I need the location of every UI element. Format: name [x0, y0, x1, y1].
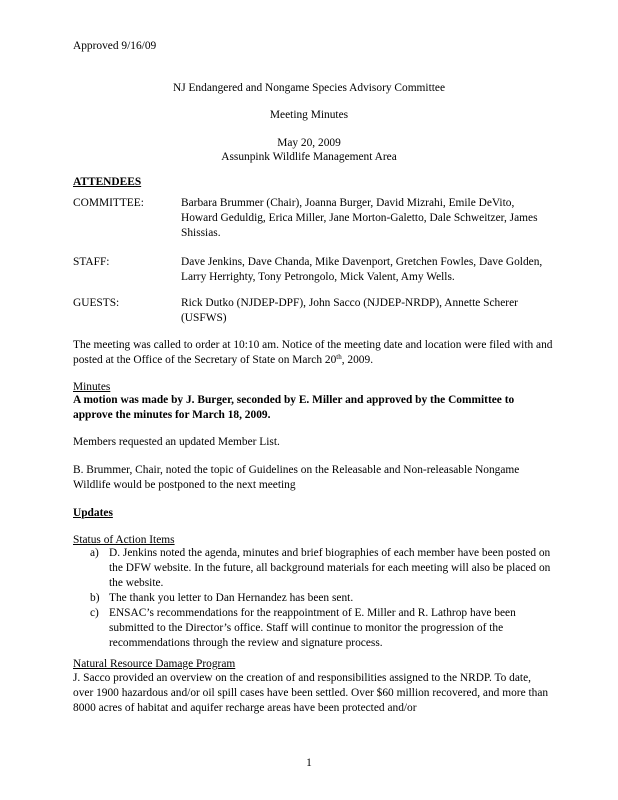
nrdp-heading: Natural Resource Damage Program: [73, 658, 236, 670]
minutes-motion: A motion was made by J. Burger, seconded by E. Miller and approved by the Committee to approve the minutes for March 18, 2009.: [73, 394, 515, 421]
guidelines-note: B. Brummer, Chair, noted the topic of Guidelines on the Releasable and Non-releasable Nongame Wildlife would be postponed to the next meeting: [73, 464, 520, 491]
attendee-label: GUESTS:: [73, 297, 120, 309]
committee-name: NJ Endangered and Nongame Species Advisory Committee: [172, 82, 446, 94]
list-item: [73, 546, 553, 591]
approval-note: Approved 9/16/09: [73, 40, 157, 52]
updates-heading: Updates: [73, 507, 113, 519]
opening-text-end: , 2009.: [341, 354, 374, 366]
attendee-names: Rick Dutko (NJDEP-DPF), John Sacco (NJDEP-NRDP), Annette Scherer (USFWS): [181, 297, 518, 324]
minutes-heading: Minutes: [73, 381, 111, 393]
attendee-label: COMMITTEE:: [73, 197, 144, 209]
list-item: [73, 591, 553, 606]
list-item-text: The thank you letter to Dan Hernandez has been sent.: [109, 592, 354, 604]
list-marker: a): [90, 547, 99, 559]
member-list-request: Members requested an updated Member List.: [73, 436, 280, 448]
opening-paragraph: [73, 338, 553, 368]
page-number: 1: [306, 757, 312, 769]
list-item-text: ENSAC’s recommendations for the reappointment of E. Miller and R. Lathrop have been submitted to the Director’s office. Staff will continue to monitor the progression of the recommendations through the review and signature process.: [109, 607, 516, 649]
attendee-names: Barbara Brummer (Chair), Joanna Burger, David Mizrahi, Emile DeVito, Howard Geduldig, Erica Miller, Jane Morton-Galetto, Dale Schweitzer, James Shissias.: [181, 197, 538, 239]
nrdp-paragraph: J. Sacco provided an overview on the creation of and responsibilities assigned to the NRDP. To date, over 1900 hazardous and/or oil spill cases have been settled. Over $60 million recovered, and more than 8000 acres of habitat and aquifer recharge areas have been protected and/or: [73, 672, 549, 714]
attendees-heading: ATTENDEES: [73, 176, 142, 188]
action-items-list: [73, 546, 553, 651]
document-type: Meeting Minutes: [269, 109, 349, 121]
meeting-date: May 20, 2009: [277, 137, 341, 149]
list-marker: b): [90, 592, 100, 604]
ordinal-suffix: th: [336, 353, 342, 361]
status-heading: Status of Action Items: [73, 534, 175, 546]
attendee-names: Dave Jenkins, Dave Chanda, Mike Davenport, Gretchen Fowles, Dave Golden, Larry Herrighty, Tony Petrongolo, Mick Valent, Amy Wells.: [181, 256, 543, 283]
attendee-label: STAFF:: [73, 256, 110, 268]
list-item-text: D. Jenkins noted the agenda, minutes and brief biographies of each member have been posted on the DFW website. In the future, all background materials for each meeting will also be placed on the website.: [109, 547, 551, 589]
opening-text: The meeting was called to order at 10:10 am. Notice of the meeting date and location were filed with and posted at the Office of the Secretary of State on March 20: [73, 339, 553, 366]
meeting-location: Assunpink Wildlife Management Area: [221, 151, 397, 163]
list-marker: c): [90, 607, 99, 619]
list-item: [73, 606, 553, 651]
